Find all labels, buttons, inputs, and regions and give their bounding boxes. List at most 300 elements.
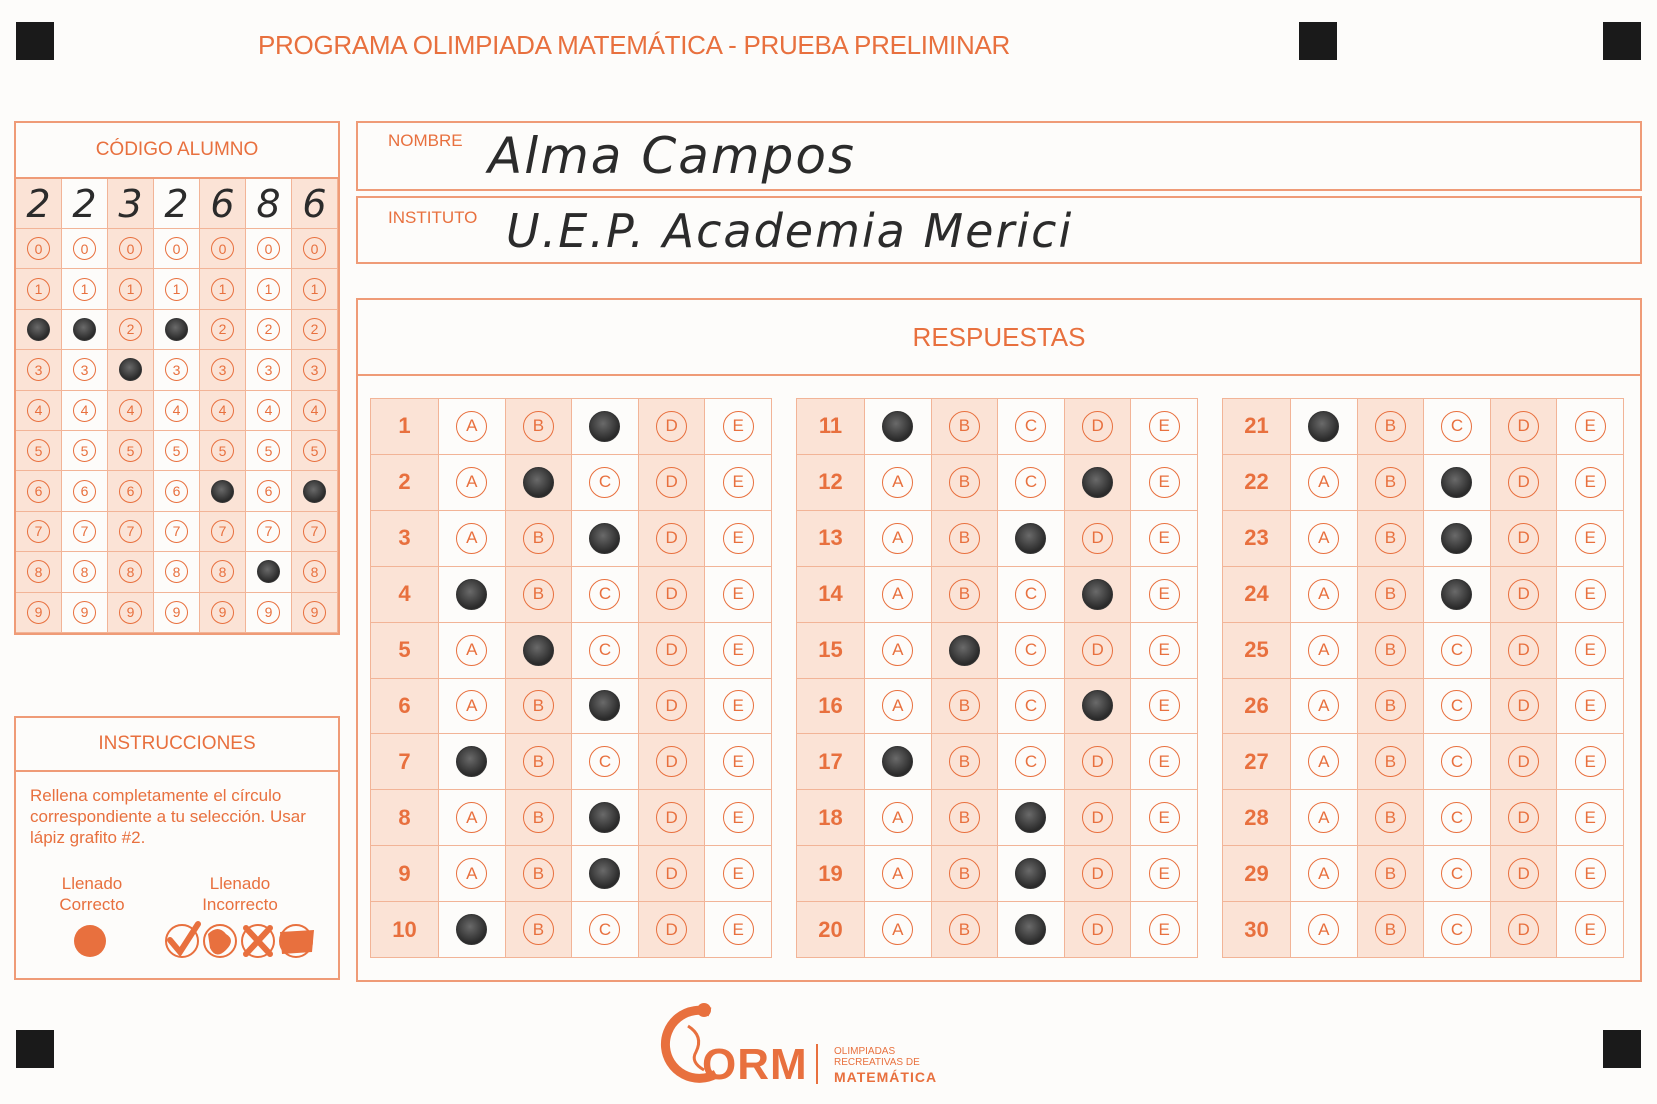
answer-bubble-q22-c[interactable]	[1441, 467, 1472, 498]
answer-bubble-q16-c[interactable]: C	[1015, 690, 1046, 721]
answer-bubble-q8-b[interactable]: B	[523, 802, 554, 833]
question-number-text: 3	[398, 525, 411, 551]
answer-bubble-q15-c[interactable]: C	[1015, 635, 1046, 666]
code-cell	[200, 552, 246, 592]
answer-bubble-q30-e[interactable]: E	[1575, 914, 1606, 945]
answer-cell	[705, 734, 772, 790]
code-cell	[62, 350, 108, 390]
question-number	[1223, 399, 1291, 455]
answer-bubble-q19-e[interactable]: E	[1149, 858, 1180, 889]
code-bubble-col4-0[interactable]: 0	[165, 237, 188, 260]
answer-cell	[1491, 455, 1558, 511]
answer-cell	[865, 511, 932, 567]
code-bubble-col7-8[interactable]: 8	[303, 560, 326, 583]
answer-bubble-q7-c[interactable]: C	[589, 746, 620, 777]
answer-bubble-q23-e[interactable]: E	[1575, 523, 1606, 554]
answer-bubble-q6-e[interactable]: E	[723, 690, 754, 721]
institute-field	[356, 196, 1642, 264]
answer-bubble-q12-b[interactable]: B	[949, 467, 980, 498]
answer-bubble-q7-b[interactable]: B	[523, 746, 554, 777]
code-cell	[246, 350, 292, 390]
code-cell	[246, 229, 292, 269]
question-number-text: 11	[818, 413, 843, 439]
code-bubble-col5-0[interactable]: 0	[211, 237, 234, 260]
answer-bubble-q18-c[interactable]	[1015, 802, 1046, 833]
answer-bubble-q12-c[interactable]: C	[1015, 467, 1046, 498]
code-bubble-col1-7[interactable]: 7	[27, 520, 50, 543]
answer-bubble-q5-b[interactable]	[523, 635, 554, 666]
code-bubble-col7-4[interactable]: 4	[303, 399, 326, 422]
answer-bubble-q1-d[interactable]: D	[656, 411, 687, 442]
answer-bubble-q10-b[interactable]: B	[523, 914, 554, 945]
code-cell	[292, 471, 338, 511]
code-bubble-col1-1[interactable]: 1	[27, 278, 50, 301]
code-bubble-col2-4[interactable]: 4	[73, 399, 96, 422]
answer-bubble-q29-b[interactable]: B	[1375, 858, 1406, 889]
answer-cell	[439, 455, 506, 511]
answer-bubble-q9-e[interactable]: E	[723, 858, 754, 889]
question-number-text: 22	[1244, 469, 1269, 495]
code-cell	[108, 350, 154, 390]
code-cell	[108, 269, 154, 309]
code-cell	[16, 391, 62, 431]
code-bubble-col6-8[interactable]	[257, 560, 280, 583]
answer-bubble-q9-a[interactable]: A	[456, 858, 487, 889]
answer-bubble-q6-b[interactable]: B	[523, 690, 554, 721]
answer-bubble-q18-e[interactable]: E	[1149, 802, 1180, 833]
logo-line-1: OLIMPIADAS	[834, 1046, 896, 1057]
answer-bubble-q4-c[interactable]: C	[589, 579, 620, 610]
answer-bubble-q29-a[interactable]: A	[1308, 858, 1339, 889]
code-bubble-col3-8[interactable]: 8	[119, 560, 142, 583]
student-code-box	[14, 121, 340, 635]
answer-bubble-q9-d[interactable]: D	[656, 858, 687, 889]
answer-bubble-q1-c[interactable]	[589, 411, 620, 442]
answer-bubble-q16-b[interactable]: B	[949, 690, 980, 721]
answer-cell	[705, 902, 772, 958]
answer-bubble-q8-d[interactable]: D	[656, 802, 687, 833]
code-bubble-col3-9[interactable]: 9	[119, 601, 142, 624]
answer-bubble-q5-e[interactable]: E	[723, 635, 754, 666]
answer-bubble-q17-a[interactable]	[882, 746, 913, 777]
code-cell	[246, 593, 292, 633]
answer-cell	[439, 846, 506, 902]
code-bubble-col5-7[interactable]: 7	[211, 520, 234, 543]
code-bubble-col3-3[interactable]	[119, 358, 142, 381]
code-bubble-col5-4[interactable]: 4	[211, 399, 234, 422]
answer-cell	[932, 846, 999, 902]
code-bubble-col6-7[interactable]: 7	[257, 520, 280, 543]
answer-bubble-q9-c[interactable]	[589, 858, 620, 889]
answer-bubble-q6-a[interactable]: A	[456, 690, 487, 721]
answer-bubble-q10-e[interactable]: E	[723, 914, 754, 945]
answer-bubble-q15-a[interactable]: A	[882, 635, 913, 666]
code-bubble-col6-1[interactable]: 1	[257, 278, 280, 301]
code-cell	[108, 229, 154, 269]
code-bubble-col4-4[interactable]: 4	[165, 399, 188, 422]
answer-bubble-q12-d[interactable]	[1082, 467, 1113, 498]
answer-bubble-q22-e[interactable]: E	[1575, 467, 1606, 498]
answer-bubble-q8-e[interactable]: E	[723, 802, 754, 833]
answer-bubble-q26-b[interactable]: B	[1375, 690, 1406, 721]
code-cell	[16, 229, 62, 269]
question-number	[371, 734, 439, 790]
answer-bubble-q29-d[interactable]: D	[1508, 858, 1539, 889]
answer-bubble-q7-d[interactable]: D	[656, 746, 687, 777]
code-bubble-col3-6[interactable]: 6	[119, 480, 142, 503]
code-bubble-col1-5[interactable]: 5	[27, 439, 50, 462]
answer-bubble-q6-d[interactable]: D	[656, 690, 687, 721]
answer-bubble-q25-a[interactable]: A	[1308, 635, 1339, 666]
answer-bubble-q4-b[interactable]: B	[523, 579, 554, 610]
answer-column-1	[370, 398, 772, 958]
answer-bubble-q19-b[interactable]: B	[949, 858, 980, 889]
code-bubble-col5-5[interactable]: 5	[211, 439, 234, 462]
answer-cell	[439, 399, 506, 455]
answer-bubble-q11-c[interactable]: C	[1015, 411, 1046, 442]
answer-bubble-q20-e[interactable]: E	[1149, 914, 1180, 945]
question-number-text: 27	[1244, 748, 1269, 774]
answer-bubble-q15-d[interactable]: D	[1082, 635, 1113, 666]
code-bubble-col7-3[interactable]: 3	[303, 358, 326, 381]
question-number-text: 25	[1244, 637, 1269, 663]
answer-bubble-q14-d[interactable]	[1082, 579, 1113, 610]
code-bubble-col1-0[interactable]: 0	[27, 237, 50, 260]
logo-line-3: MATEMÁTICA	[834, 1069, 938, 1085]
answer-bubble-q17-b[interactable]: B	[949, 746, 980, 777]
answer-bubble-q24-e[interactable]: E	[1575, 579, 1606, 610]
answer-bubble-q24-a[interactable]: A	[1308, 579, 1339, 610]
answer-bubble-q19-d[interactable]: D	[1082, 858, 1113, 889]
answer-bubble-q16-a[interactable]: A	[882, 690, 913, 721]
code-cell	[246, 310, 292, 350]
code-cell	[292, 310, 338, 350]
answer-cell	[639, 790, 706, 846]
code-cell	[292, 593, 338, 633]
code-bubble-col5-6[interactable]	[211, 480, 234, 503]
code-bubble-col4-9[interactable]: 9	[165, 601, 188, 624]
code-bubble-col6-5[interactable]: 5	[257, 439, 280, 462]
answer-bubble-q3-e[interactable]: E	[723, 523, 754, 554]
question-number-text: 1	[398, 413, 411, 439]
code-bubble-col2-7[interactable]: 7	[73, 520, 96, 543]
answer-bubble-q13-b[interactable]: B	[949, 523, 980, 554]
answer-bubble-q4-a[interactable]	[456, 579, 487, 610]
code-cell	[62, 391, 108, 431]
answer-bubble-q28-b[interactable]: B	[1375, 802, 1406, 833]
answer-bubble-q9-b[interactable]: B	[523, 858, 554, 889]
answer-bubble-q23-b[interactable]: B	[1375, 523, 1406, 554]
answer-bubble-q20-a[interactable]: A	[882, 914, 913, 945]
answer-bubble-q13-e[interactable]: E	[1149, 523, 1180, 554]
answer-bubble-q5-d[interactable]: D	[656, 635, 687, 666]
answer-bubble-q29-c[interactable]: C	[1441, 858, 1472, 889]
question-number	[797, 790, 865, 846]
answer-bubble-q25-b[interactable]: B	[1375, 635, 1406, 666]
answer-bubble-q23-a[interactable]: A	[1308, 523, 1339, 554]
answer-bubble-q8-c[interactable]	[589, 802, 620, 833]
code-bubble-col5-9[interactable]: 9	[211, 601, 234, 624]
code-bubble-col7-5[interactable]: 5	[303, 439, 326, 462]
answer-bubble-q2-e[interactable]: E	[723, 467, 754, 498]
answer-cell	[1065, 790, 1132, 846]
answer-cell	[1491, 846, 1558, 902]
answer-cell	[572, 790, 639, 846]
answer-bubble-q16-e[interactable]: E	[1149, 690, 1180, 721]
code-bubble-col2-9[interactable]: 9	[73, 601, 96, 624]
answer-bubble-q23-d[interactable]: D	[1508, 523, 1539, 554]
answer-bubble-q21-a[interactable]	[1308, 411, 1339, 442]
answer-bubble-q21-b[interactable]: B	[1375, 411, 1406, 442]
code-bubble-col2-0[interactable]: 0	[73, 237, 96, 260]
answer-bubble-q20-d[interactable]: D	[1082, 914, 1113, 945]
answer-bubble-q14-b[interactable]: B	[949, 579, 980, 610]
answer-bubble-q2-c[interactable]: C	[589, 467, 620, 498]
answer-bubble-q27-b[interactable]: B	[1375, 746, 1406, 777]
code-cell	[154, 431, 200, 471]
answer-bubble-q24-d[interactable]: D	[1508, 579, 1539, 610]
answer-bubble-q15-e[interactable]: E	[1149, 635, 1180, 666]
code-bubble-col6-3[interactable]: 3	[257, 358, 280, 381]
answer-bubble-q28-c[interactable]: C	[1441, 802, 1472, 833]
code-bubble-col4-2[interactable]	[165, 318, 188, 341]
code-bubble-col1-8[interactable]: 8	[27, 560, 50, 583]
answer-bubble-q27-d[interactable]: D	[1508, 746, 1539, 777]
answer-cell	[439, 623, 506, 679]
code-bubble-col1-3[interactable]: 3	[27, 358, 50, 381]
code-bubble-col4-8[interactable]: 8	[165, 560, 188, 583]
code-written-digit-text: 3	[118, 181, 143, 226]
answer-bubble-q11-a[interactable]	[882, 411, 913, 442]
code-bubble-col4-7[interactable]: 7	[165, 520, 188, 543]
answer-cell	[1131, 679, 1198, 735]
answer-bubble-q22-a[interactable]: A	[1308, 467, 1339, 498]
answer-bubble-q5-a[interactable]: A	[456, 635, 487, 666]
code-bubble-col3-0[interactable]: 0	[119, 237, 142, 260]
answer-bubble-q17-e[interactable]: E	[1149, 746, 1180, 777]
answer-cell	[1358, 399, 1425, 455]
answer-cell	[1131, 567, 1198, 623]
code-bubble-col3-1[interactable]: 1	[119, 278, 142, 301]
answer-bubble-q2-b[interactable]	[523, 467, 554, 498]
answer-bubble-q30-c[interactable]: C	[1441, 914, 1472, 945]
code-bubble-col6-2[interactable]: 2	[257, 318, 280, 341]
answer-bubble-q26-c[interactable]: C	[1441, 690, 1472, 721]
answer-cell	[1065, 455, 1132, 511]
answer-cell	[506, 399, 573, 455]
registration-mark-bottom-right	[1603, 1030, 1641, 1068]
answer-bubble-q28-d[interactable]: D	[1508, 802, 1539, 833]
answer-bubble-q22-b[interactable]: B	[1375, 467, 1406, 498]
answer-bubble-q11-e[interactable]: E	[1149, 411, 1180, 442]
answer-cell	[439, 734, 506, 790]
answer-bubble-q3-c[interactable]	[589, 523, 620, 554]
answer-cell	[1491, 902, 1558, 958]
answer-bubble-q7-e[interactable]: E	[723, 746, 754, 777]
answer-bubble-q30-d[interactable]: D	[1508, 914, 1539, 945]
answer-cell	[865, 399, 932, 455]
answer-cell	[1065, 679, 1132, 735]
answer-bubble-q26-a[interactable]: A	[1308, 690, 1339, 721]
answer-bubble-q16-d[interactable]	[1082, 690, 1113, 721]
code-bubble-col3-4[interactable]: 4	[119, 399, 142, 422]
answer-bubble-q14-c[interactable]: C	[1015, 579, 1046, 610]
answer-bubble-q7-a[interactable]	[456, 746, 487, 777]
question-number-text: 30	[1244, 916, 1269, 942]
question-number-text: 4	[398, 581, 411, 607]
code-bubble-col5-8[interactable]: 8	[211, 560, 234, 583]
answer-cell	[639, 567, 706, 623]
answer-bubble-q25-c[interactable]: C	[1441, 635, 1472, 666]
answer-bubble-q28-a[interactable]: A	[1308, 802, 1339, 833]
answer-bubble-q2-d[interactable]: D	[656, 467, 687, 498]
answer-bubble-q8-a[interactable]: A	[456, 802, 487, 833]
answer-bubble-q30-a[interactable]: A	[1308, 914, 1339, 945]
code-bubble-col2-8[interactable]: 8	[73, 560, 96, 583]
answer-bubble-q25-d[interactable]: D	[1508, 635, 1539, 666]
answer-cell	[1557, 567, 1624, 623]
answer-bubble-q18-b[interactable]: B	[949, 802, 980, 833]
answer-bubble-q1-a[interactable]: A	[456, 411, 487, 442]
answer-bubble-q28-e[interactable]: E	[1575, 802, 1606, 833]
code-bubble-col5-3[interactable]: 3	[211, 358, 234, 381]
answer-bubble-q11-d[interactable]: D	[1082, 411, 1113, 442]
logo-mark: ORM	[702, 1040, 808, 1089]
answer-cell	[639, 902, 706, 958]
code-bubble-col7-2[interactable]: 2	[303, 318, 326, 341]
answer-bubble-q10-a[interactable]	[456, 914, 487, 945]
code-bubble-col3-2[interactable]: 2	[119, 318, 142, 341]
answer-bubble-q21-d[interactable]: D	[1508, 411, 1539, 442]
answer-bubble-q26-e[interactable]: E	[1575, 690, 1606, 721]
code-bubble-col3-7[interactable]: 7	[119, 520, 142, 543]
question-number	[1223, 734, 1291, 790]
answer-bubble-q3-a[interactable]: A	[456, 523, 487, 554]
answer-bubble-q15-b[interactable]	[949, 635, 980, 666]
answer-bubble-q21-c[interactable]: C	[1441, 411, 1472, 442]
code-bubble-col4-6[interactable]: 6	[165, 480, 188, 503]
code-bubble-col1-4[interactable]: 4	[27, 399, 50, 422]
code-bubble-col2-1[interactable]: 1	[73, 278, 96, 301]
answer-bubble-q19-c[interactable]	[1015, 858, 1046, 889]
answer-bubble-q23-c[interactable]	[1441, 523, 1472, 554]
code-bubble-col1-2[interactable]	[27, 318, 50, 341]
answer-bubble-q12-a[interactable]: A	[882, 467, 913, 498]
answer-bubble-q3-b[interactable]: B	[523, 523, 554, 554]
answer-bubble-q26-d[interactable]: D	[1508, 690, 1539, 721]
answer-bubble-q14-e[interactable]: E	[1149, 579, 1180, 610]
answer-cell	[998, 623, 1065, 679]
code-bubble-col4-5[interactable]: 5	[165, 439, 188, 462]
answer-bubble-q18-d[interactable]: D	[1082, 802, 1113, 833]
code-bubble-col4-1[interactable]: 1	[165, 278, 188, 301]
answer-bubble-q4-e[interactable]: E	[723, 579, 754, 610]
answer-bubble-q27-e[interactable]: E	[1575, 746, 1606, 777]
code-bubble-col6-9[interactable]: 9	[257, 601, 280, 624]
answer-bubble-q13-d[interactable]: D	[1082, 523, 1113, 554]
answer-cell	[998, 734, 1065, 790]
code-bubble-col4-3[interactable]: 3	[165, 358, 188, 381]
answer-bubble-q30-b[interactable]: B	[1375, 914, 1406, 945]
code-bubble-col2-5[interactable]: 5	[73, 439, 96, 462]
answer-bubble-q20-c[interactable]	[1015, 914, 1046, 945]
answer-bubble-q17-c[interactable]: C	[1015, 746, 1046, 777]
answer-bubble-q13-a[interactable]: A	[882, 523, 913, 554]
answer-bubble-q22-d[interactable]: D	[1508, 467, 1539, 498]
code-bubble-col6-6[interactable]: 6	[257, 480, 280, 503]
code-cell	[62, 269, 108, 309]
answer-cell	[439, 902, 506, 958]
answer-bubble-q13-c[interactable]	[1015, 523, 1046, 554]
question-number	[371, 790, 439, 846]
answer-bubble-q20-b[interactable]: B	[949, 914, 980, 945]
answer-bubble-q14-a[interactable]: A	[882, 579, 913, 610]
answer-cell	[932, 399, 999, 455]
code-bubble-col6-4[interactable]: 4	[257, 399, 280, 422]
answer-bubble-q27-a[interactable]: A	[1308, 746, 1339, 777]
code-bubble-col2-3[interactable]: 3	[73, 358, 96, 381]
answer-cell	[1065, 567, 1132, 623]
answer-bubble-q10-d[interactable]: D	[656, 914, 687, 945]
name-value: Alma Campos	[488, 127, 856, 185]
answer-bubble-q1-e[interactable]: E	[723, 411, 754, 442]
answer-bubble-q1-b[interactable]: B	[523, 411, 554, 442]
answer-cell	[1131, 790, 1198, 846]
answer-bubble-q4-d[interactable]: D	[656, 579, 687, 610]
question-number-text: 8	[398, 804, 411, 830]
answer-bubble-q10-c[interactable]: C	[589, 914, 620, 945]
code-bubble-col2-2[interactable]	[73, 318, 96, 341]
answer-bubble-q25-e[interactable]: E	[1575, 635, 1606, 666]
answer-bubble-q27-c[interactable]: C	[1441, 746, 1472, 777]
code-bubble-col7-1[interactable]: 1	[303, 278, 326, 301]
code-bubble-col1-9[interactable]: 9	[27, 601, 50, 624]
answer-bubble-q21-e[interactable]: E	[1575, 411, 1606, 442]
answer-bubble-q11-b[interactable]: B	[949, 411, 980, 442]
code-bubble-col1-6[interactable]: 6	[27, 480, 50, 503]
answer-bubble-q5-c[interactable]: C	[589, 635, 620, 666]
answer-bubble-q3-d[interactable]: D	[656, 523, 687, 554]
code-bubble-col7-0[interactable]: 0	[303, 237, 326, 260]
code-bubble-col2-6[interactable]: 6	[73, 480, 96, 503]
answer-bubble-q17-d[interactable]: D	[1082, 746, 1113, 777]
code-bubble-col7-7[interactable]: 7	[303, 520, 326, 543]
answer-bubble-q12-e[interactable]: E	[1149, 467, 1180, 498]
answer-cell	[1291, 455, 1358, 511]
name-field	[356, 121, 1642, 191]
incorrect-fill-examples-icon	[162, 920, 322, 962]
answer-bubble-q24-b[interactable]: B	[1375, 579, 1406, 610]
code-bubble-col5-2[interactable]: 2	[211, 318, 234, 341]
code-bubble-col7-9[interactable]: 9	[303, 601, 326, 624]
code-bubble-col7-6[interactable]	[303, 480, 326, 503]
question-number-text: 10	[392, 916, 417, 942]
code-cell	[16, 593, 62, 633]
answer-bubble-q6-c[interactable]	[589, 690, 620, 721]
code-bubble-col3-5[interactable]: 5	[119, 439, 142, 462]
answer-bubble-q19-a[interactable]: A	[882, 858, 913, 889]
code-cell	[200, 391, 246, 431]
answer-bubble-q29-e[interactable]: E	[1575, 858, 1606, 889]
answer-bubble-q18-a[interactable]: A	[882, 802, 913, 833]
answer-cell	[1557, 511, 1624, 567]
registration-mark-top-left	[16, 22, 54, 60]
code-bubble-col6-0[interactable]: 0	[257, 237, 280, 260]
answer-bubble-q24-c[interactable]	[1441, 579, 1472, 610]
code-bubble-col5-1[interactable]: 1	[211, 278, 234, 301]
answer-bubble-q2-a[interactable]: A	[456, 467, 487, 498]
answer-cell	[506, 790, 573, 846]
